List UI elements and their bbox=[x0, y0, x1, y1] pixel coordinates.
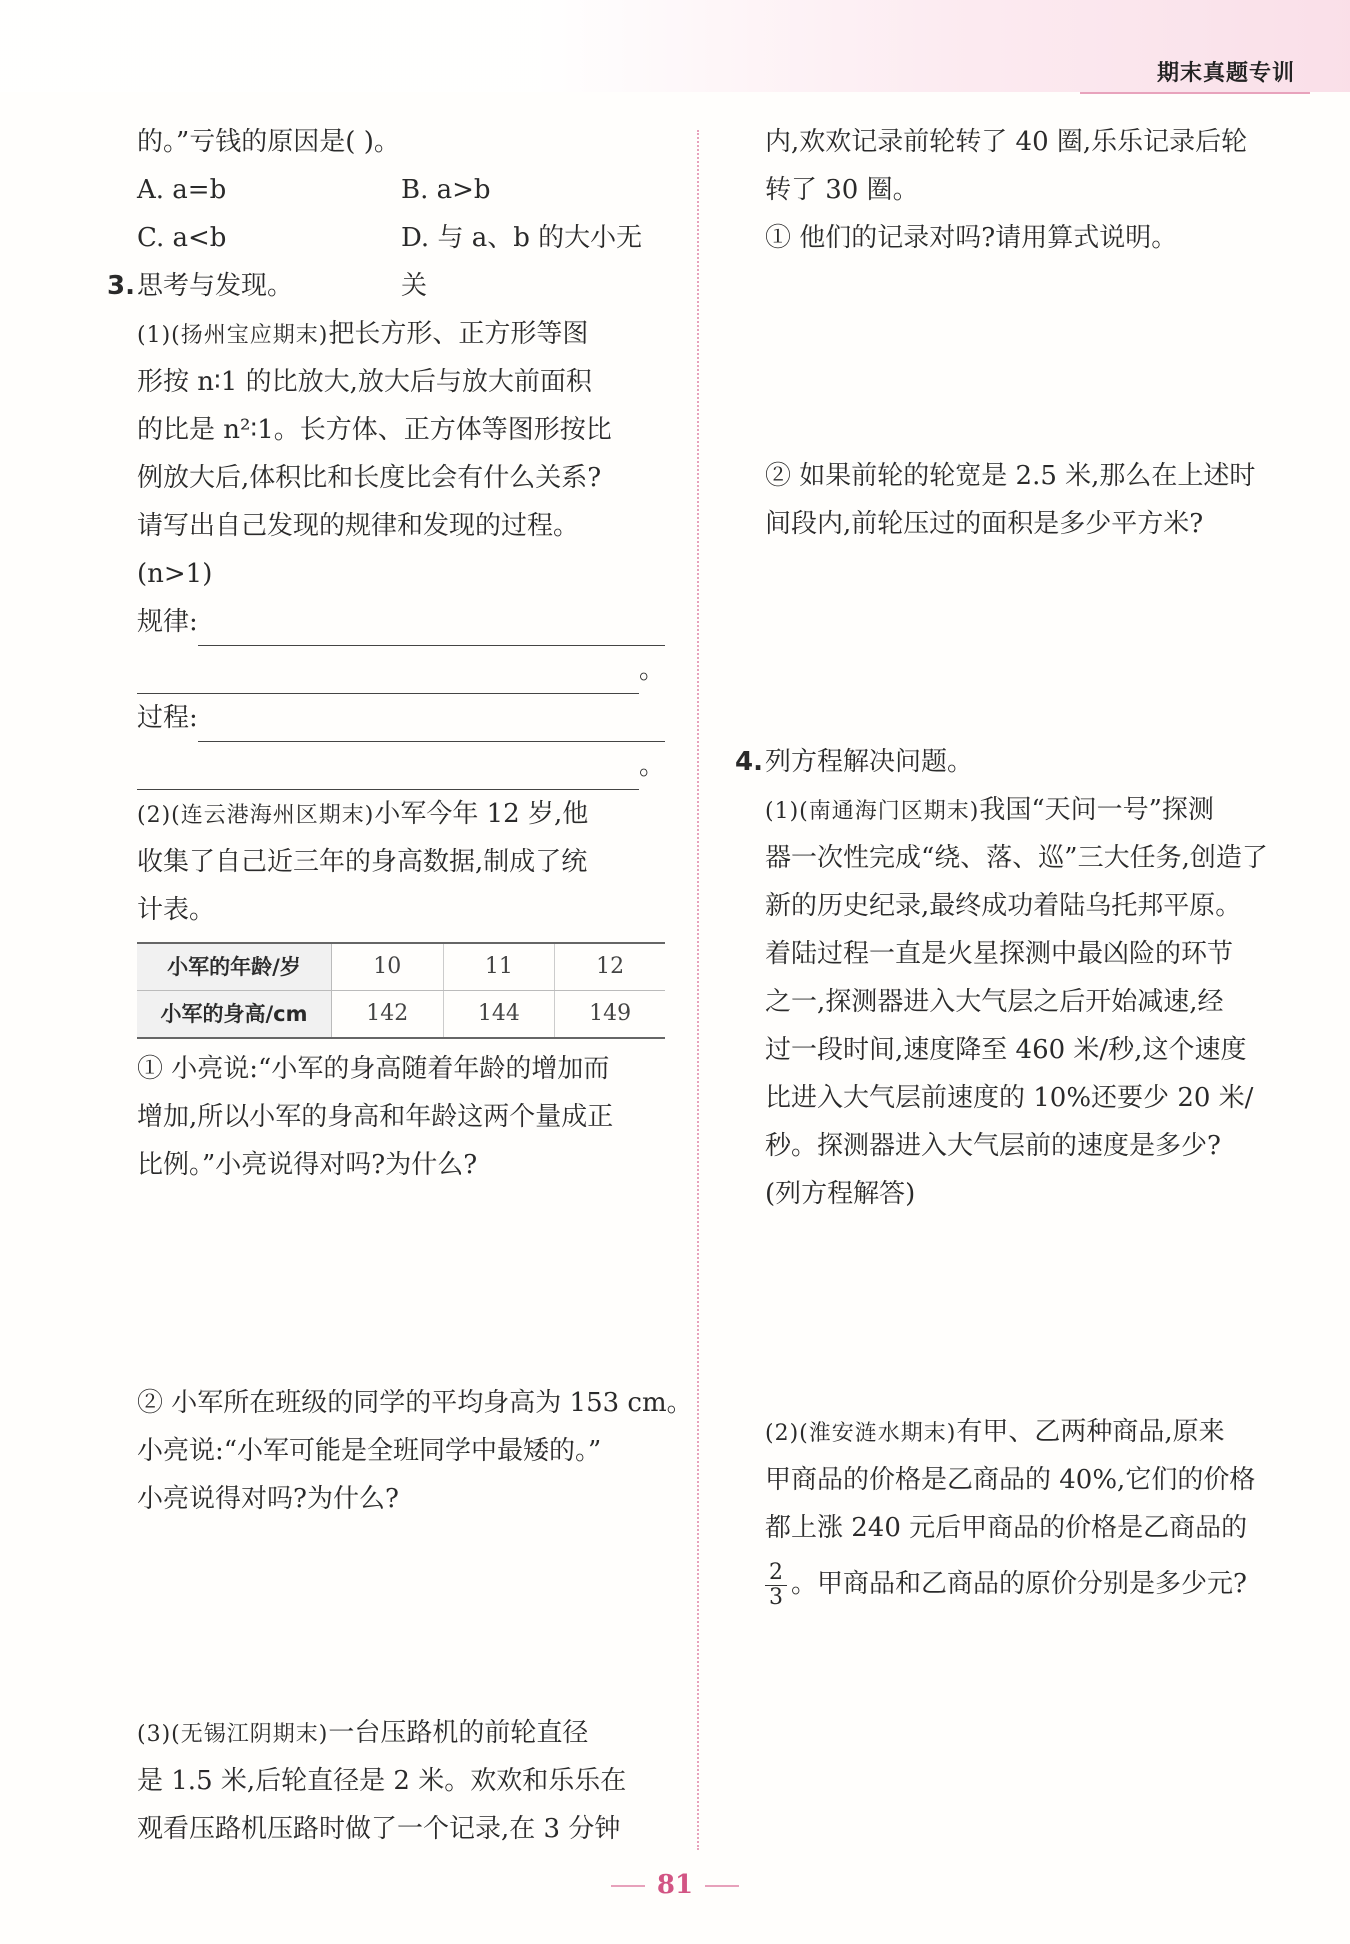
question-number: 4. bbox=[735, 747, 763, 777]
text-line: 计表。 bbox=[137, 895, 216, 925]
process-blank-2[interactable] bbox=[137, 759, 639, 790]
end-mark: 。 bbox=[638, 655, 665, 685]
text-line: 转了 30 圈。 bbox=[765, 175, 919, 205]
fraction-numerator: 2 bbox=[765, 1561, 787, 1586]
process-answer-line-2 bbox=[137, 742, 665, 790]
q3-p1-line-1 bbox=[137, 310, 665, 358]
text-line: 。甲商品和乙商品的原价分别是多少元? bbox=[791, 1569, 1247, 1599]
text-line: 着陆过程一直是火星探测中最凶险的环节 bbox=[765, 939, 1234, 969]
rule-answer-line-2 bbox=[137, 646, 665, 694]
text-line: 都上涨 240 元后甲商品的价格是乙商品的 bbox=[765, 1513, 1248, 1543]
answer-space[interactable] bbox=[765, 262, 1295, 452]
source-tag: (3)(无锡江阴期末) bbox=[137, 1722, 329, 1747]
q4-p1-line-1 bbox=[765, 786, 1295, 834]
text-line: 是 1.5 米,后轮直径是 2 米。欢欢和乐乐在 bbox=[137, 1766, 627, 1796]
option-c[interactable]: C. a<b bbox=[137, 223, 227, 253]
table-cell: 11 bbox=[443, 943, 555, 991]
process-answer-line bbox=[137, 694, 665, 742]
column-divider bbox=[697, 130, 699, 1850]
row-header-height: 小军的身高/cm bbox=[137, 991, 332, 1039]
row-header-age: 小军的年龄/岁 bbox=[137, 943, 332, 991]
process-blank[interactable] bbox=[198, 711, 665, 742]
option-b[interactable]: B. a>b bbox=[401, 175, 491, 205]
header-decoration bbox=[0, 0, 1350, 92]
fraction-denominator: 3 bbox=[769, 1584, 783, 1610]
text-line: 比例。”小亮说得对吗?为什么? bbox=[137, 1150, 478, 1180]
text-line: 比进入大气层前速度的 10%还要少 20 米/ bbox=[765, 1083, 1254, 1113]
intro-line: 的。”亏钱的原因是( )。 bbox=[137, 127, 400, 157]
text-line: 的比是 n²∶1。长方体、正方体等图形按比 bbox=[137, 415, 612, 445]
text-line: 之一,探测器进入大气层之后开始减速,经 bbox=[765, 987, 1224, 1017]
text-line: 观看压路机压路时做了一个记录,在 3 分钟 bbox=[137, 1814, 621, 1844]
text-line: ② 小军所在班级的同学的平均身高为 153 cm。 bbox=[137, 1388, 693, 1418]
footer-dash-left bbox=[611, 1885, 645, 1887]
text-line: 秒。探测器进入大气层前的速度是多少? bbox=[765, 1131, 1221, 1161]
answer-space[interactable] bbox=[765, 548, 1295, 738]
text-line: 例放大后,体积比和长度比会有什么关系? bbox=[137, 463, 602, 493]
table-cell: 149 bbox=[589, 1001, 632, 1026]
text-line: 过一段时间,速度降至 460 米/秒,这个速度 bbox=[765, 1035, 1247, 1065]
page-header-title: 期末真题专训 bbox=[1156, 61, 1295, 86]
text-line: 有甲、乙两种商品,原来 bbox=[956, 1417, 1225, 1447]
fraction-two-thirds bbox=[765, 1561, 787, 1610]
page-number-footer bbox=[0, 1870, 1350, 1900]
q4-p2-last-line bbox=[765, 1552, 1295, 1616]
source-tag: (1)(南通海门区期末) bbox=[765, 799, 980, 824]
text-line: 小军今年 12 岁,他 bbox=[374, 799, 589, 829]
question-number: 3. bbox=[107, 271, 135, 301]
text-line: (n>1) bbox=[137, 559, 213, 589]
text-line: 新的历史纪录,最终成功着陆乌托邦平原。 bbox=[765, 891, 1242, 921]
source-tag: (2)(连云港海州区期末) bbox=[137, 803, 375, 828]
text-line: 小亮说:“小军可能是全班同学中最矮的。” bbox=[137, 1436, 602, 1466]
text-line: ① 他们的记录对吗?请用算式说明。 bbox=[765, 223, 1178, 253]
footer-dash-right bbox=[705, 1885, 739, 1887]
text-line: 形按 n∶1 的比放大,放大后与放大前面积 bbox=[137, 367, 592, 397]
answer-space[interactable] bbox=[765, 1218, 1295, 1408]
process-label: 过程: bbox=[137, 703, 198, 733]
table-cell: 142 bbox=[332, 991, 444, 1039]
text-line: 把长方形、正方形等图 bbox=[328, 319, 589, 349]
option-a[interactable]: A. a=b bbox=[137, 175, 227, 205]
question-title: 思考与发现。 bbox=[137, 271, 294, 301]
height-stats-table bbox=[137, 942, 665, 1039]
rule-answer-line bbox=[137, 598, 665, 646]
text-line: 收集了自己近三年的身高数据,制成了统 bbox=[137, 847, 588, 877]
q4-p2-line-1 bbox=[765, 1408, 1295, 1456]
text-line: 我国“天问一号”探测 bbox=[979, 795, 1214, 825]
q3-p2-line-1 bbox=[137, 790, 665, 838]
source-tag: (1)(扬州宝应期末) bbox=[137, 323, 329, 348]
text-line: 请写出自己发现的规律和发现的过程。 bbox=[137, 511, 580, 541]
text-line: (列方程解答) bbox=[765, 1179, 916, 1209]
text-line: ② 如果前轮的轮宽是 2.5 米,那么在上述时 bbox=[765, 461, 1256, 491]
text-line: 一台压路机的前轮直径 bbox=[328, 1718, 589, 1748]
right-column bbox=[735, 118, 1295, 1616]
page-number: 81 bbox=[656, 1870, 694, 1900]
rule-label: 规律: bbox=[137, 607, 198, 637]
text-line: 内,欢欢记录前轮转了 40 圈,乐乐记录后轮 bbox=[765, 127, 1248, 157]
rule-blank[interactable] bbox=[198, 615, 665, 646]
table-cell: 12 bbox=[555, 943, 665, 991]
table-row bbox=[137, 943, 665, 991]
left-column bbox=[107, 118, 693, 1853]
text-line: 小亮说得对吗?为什么? bbox=[137, 1484, 399, 1514]
header-underline bbox=[1080, 92, 1310, 94]
text-line: 器一次性完成“绕、落、巡”三大任务,创造了 bbox=[765, 843, 1268, 873]
table-row bbox=[137, 991, 665, 1039]
q3-p3-line-1 bbox=[137, 1709, 665, 1757]
text-line: 增加,所以小军的身高和年龄这两个量成正 bbox=[137, 1102, 614, 1132]
options-row-1 bbox=[137, 166, 665, 214]
text-line: 甲商品的价格是乙商品的 40%,它们的价格 bbox=[765, 1465, 1256, 1495]
question-4-heading bbox=[735, 738, 1295, 786]
answer-space[interactable] bbox=[137, 1523, 665, 1709]
rule-blank-2[interactable] bbox=[137, 663, 639, 694]
text-line: 间段内,前轮压过的面积是多少平方米? bbox=[765, 509, 1204, 539]
table-cell: 10 bbox=[332, 943, 444, 991]
end-mark: 。 bbox=[638, 751, 665, 781]
option-d[interactable]: D. 与 a、b 的大小无关 bbox=[401, 223, 643, 301]
table-cell: 144 bbox=[443, 991, 555, 1039]
answer-space[interactable] bbox=[137, 1189, 665, 1379]
source-tag: (2)(淮安涟水期末) bbox=[765, 1421, 957, 1446]
text-line: ① 小亮说:“小军的身高随着年龄的增加而 bbox=[137, 1054, 610, 1084]
question-title: 列方程解决问题。 bbox=[765, 747, 974, 777]
